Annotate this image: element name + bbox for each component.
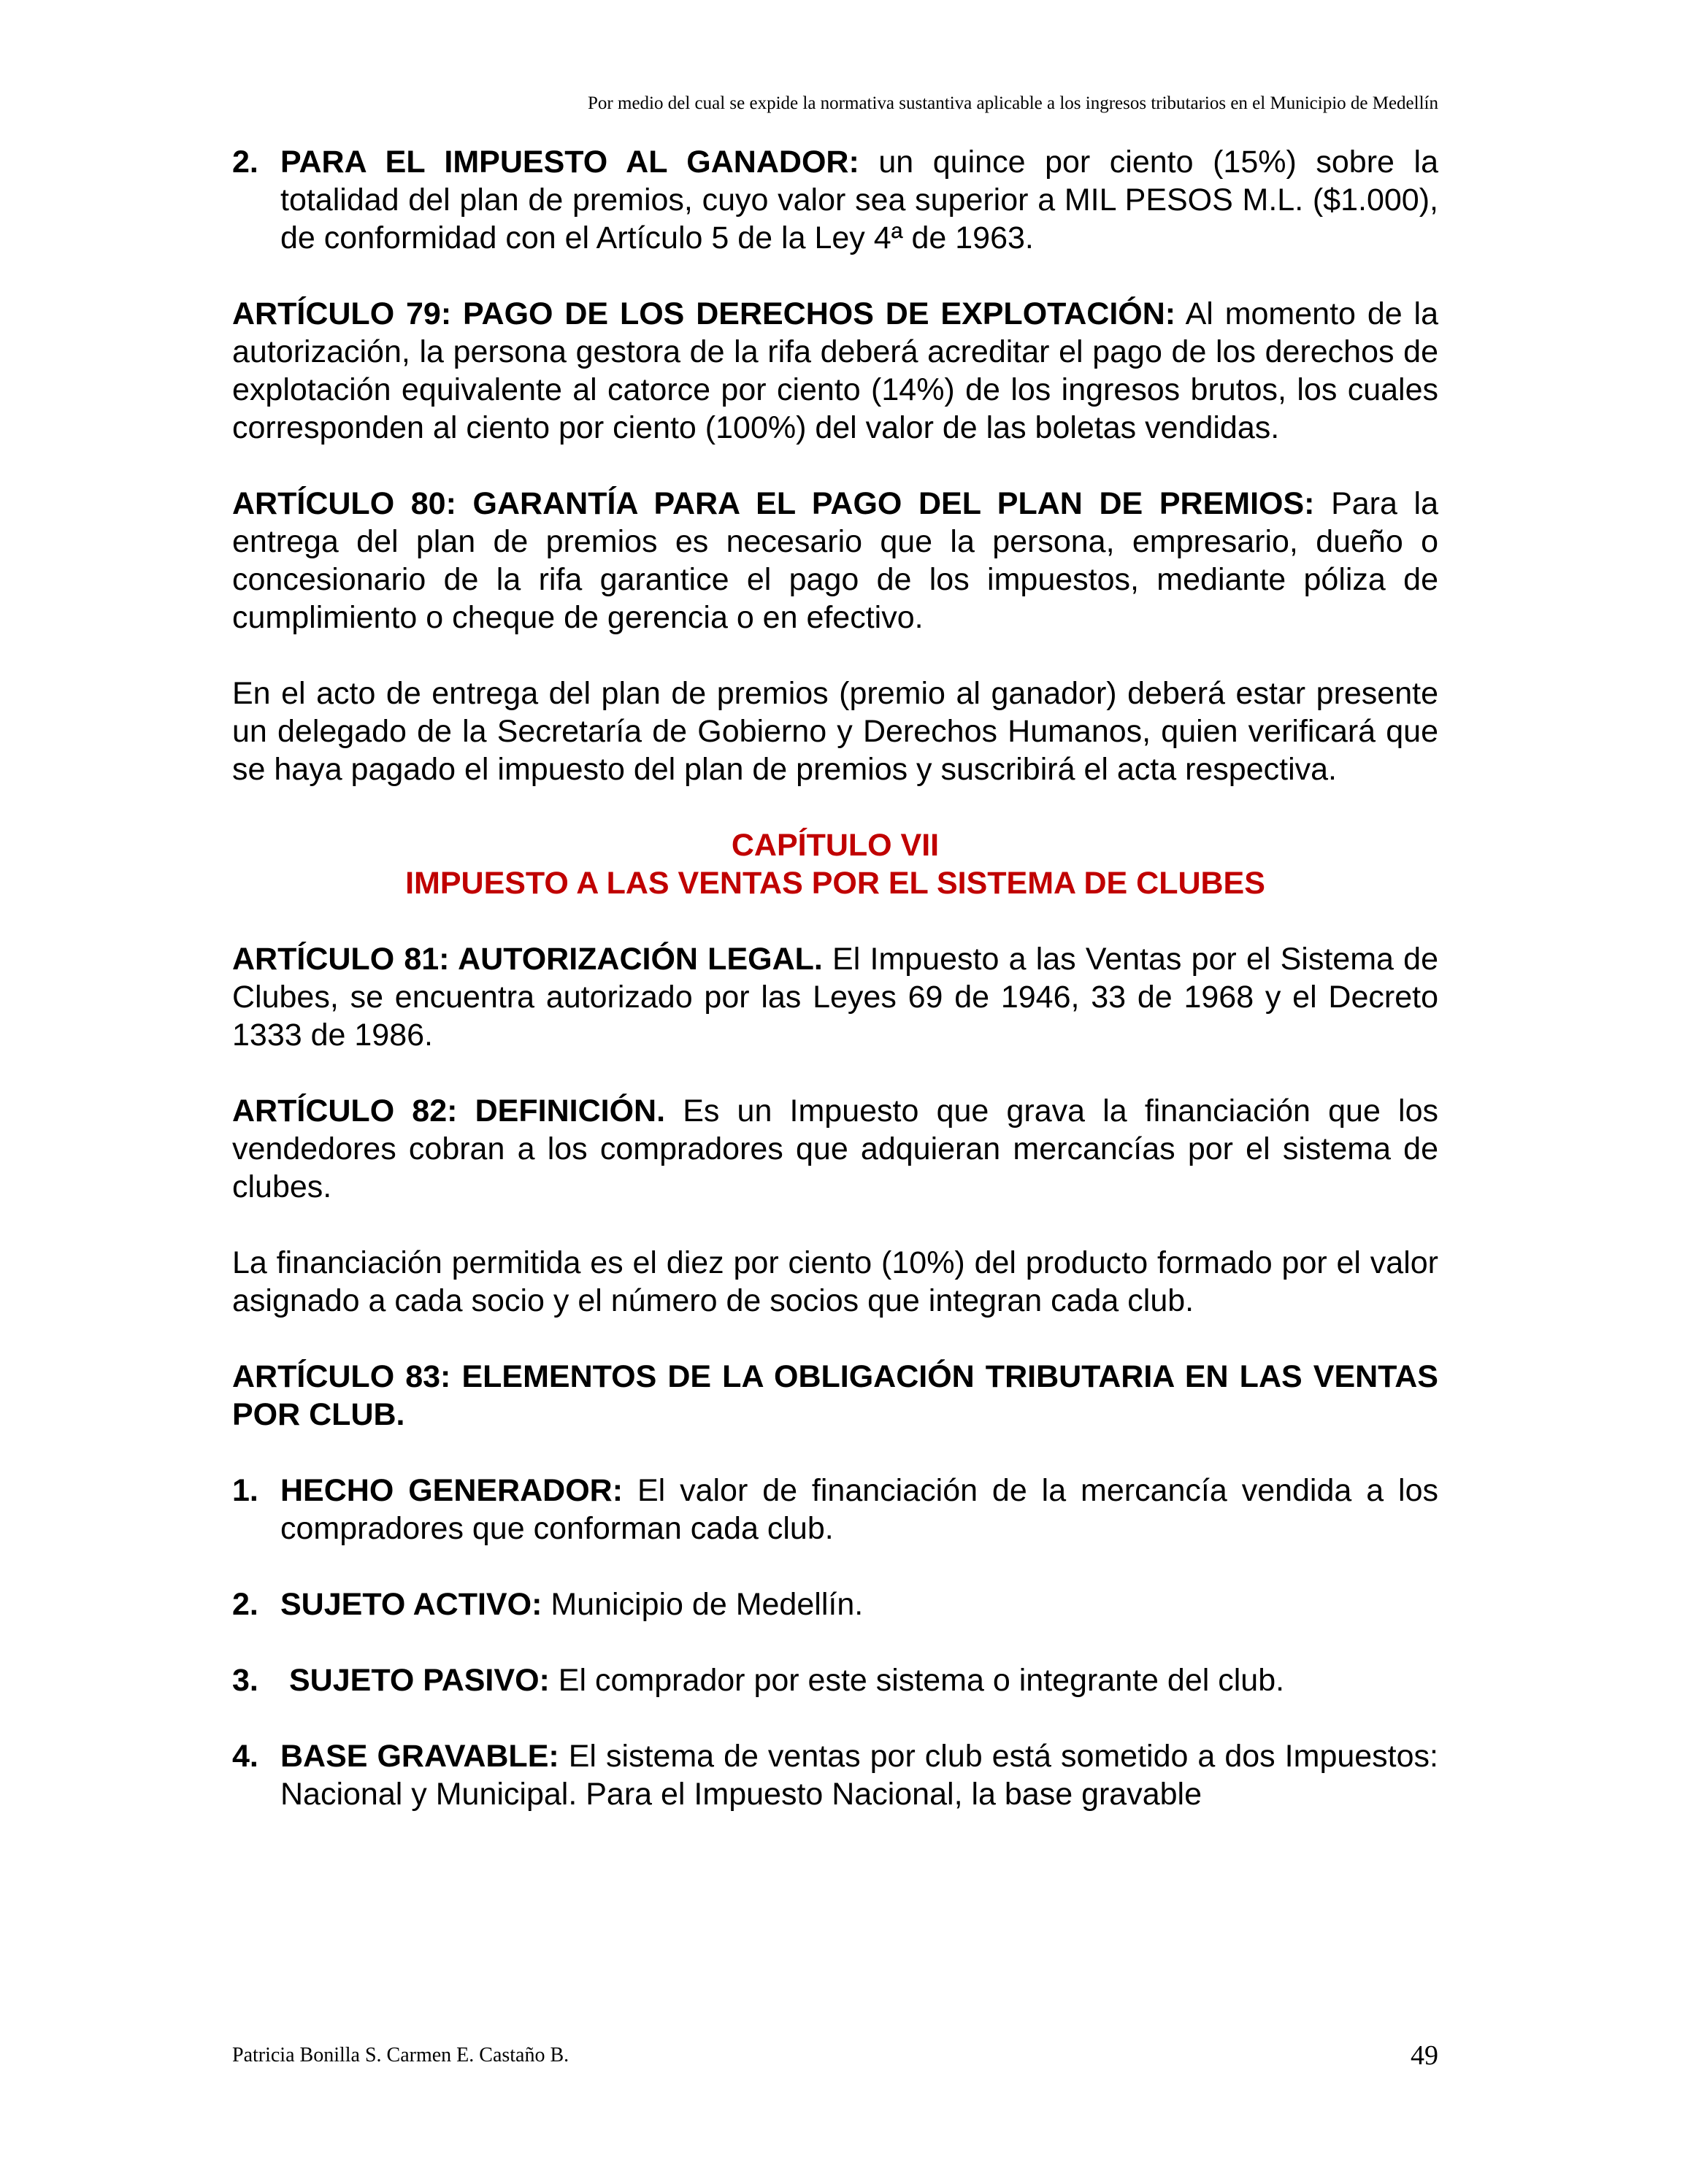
item-text: un quince por ciento (15%) sobre la totalidad del plan de premios, cuyo valor sea superior a MIL PESOS M.L. ($1.000), de conformidad con el Artículo 5 de la Ley 4ª de 1963. [280,145,1439,255]
chapter-heading [232,826,1438,902]
list-number: 4. [232,1739,258,1774]
list-item-sujeto-activo [232,1585,1438,1623]
article-82-text: Es un Impuesto que grava la financiación que los vendedores cobran a los compradores que adquieran mercancías por el sistema de clubes. [232,1093,1439,1204]
item-heading: SUJETO PASIVO: [289,1663,550,1698]
article-83-heading-text: ARTÍCULO 83: ELEMENTOS DE LA OBLIGACIÓN TRIBUTARIA EN LAS VENTAS POR CLUB. [232,1359,1438,1432]
article-81 [232,940,1438,1054]
article-82-heading: ARTÍCULO 82: DEFINICIÓN. [232,1093,666,1128]
page-number: 49 [1411,2040,1438,2071]
article-79 [232,295,1438,447]
item-text: Municipio de Medellín. [542,1587,864,1622]
article-79-text: Al momento de la autorización, la persona gestora de la rifa deberá acreditar el pago de los derechos de explotación equivalente al catorce por ciento (14%) de los ingresos brutos, los cuales corresponden al ciento por ciento (100%) del valor de las boletas vendidas. [232,296,1438,445]
item-heading: HECHO GENERADOR: [280,1473,624,1508]
article-80-paragraph-2: En el acto de entrega del plan de premios (premio al ganador) deberá estar presente un delegado de la Secretaría de Gobierno y Derechos Humanos, quien verificará que se haya pagado el impuesto del plan de premios y suscribirá el acta respectiva. [232,676,1438,787]
list-number: 3. [232,1663,258,1698]
item-heading: SUJETO ACTIVO: [280,1587,542,1622]
article-83-heading [232,1358,1438,1434]
article-81-text: El Impuesto a las Ventas por el Sistema de Clubes, se encuentra autorizado por las Leyes 69 de 1946, 33 de 1968 y el Decreto 1333 de 1986. [232,942,1438,1053]
chapter-number: CAPÍTULO VII [731,828,940,863]
list-item-hecho-generador [232,1472,1438,1547]
list-item-sujeto-pasivo [232,1661,1438,1699]
list-number: 2. [232,1587,258,1622]
article-80-heading: ARTÍCULO 80: GARANTÍA PARA EL PAGO DEL PLAN DE PREMIOS: [232,486,1315,521]
article-79-heading: ARTÍCULO 79: PAGO DE LOS DERECHOS DE EXPLOTACIÓN: [232,296,1176,331]
article-82-paragraph-2: La financiación permitida es el diez por ciento (10%) del producto formado por el valor asignado a cada socio y el número de socios que integran cada club. [232,1245,1438,1318]
list-item-impuesto-ganador [232,143,1438,257]
footer-authors: Patricia Bonilla S. Carmen E. Castaño B. [232,2044,569,2066]
item-text: El comprador por este sistema o integrante del club. [549,1663,1285,1698]
article-82 [232,1092,1438,1206]
item-text: El valor de financiación de la mercancía vendida a los compradores que conforman cada club. [280,1473,1439,1546]
article-80-text: Para la entrega del plan de premios es necesario que la persona, empresario, dueño o concesionario de la rifa garantice el pago de los impuestos, mediante póliza de cumplimiento o cheque de gerencia o en efectivo. [232,486,1438,635]
article-81-heading: ARTÍCULO 81: AUTORIZACIÓN LEGAL. [232,942,823,977]
article-80 [232,485,1438,637]
item-text: El sistema de ventas por club está sometido a dos Impuestos: Nacional y Municipal. Para el Impuesto Nacional, la base gravable [280,1739,1438,1812]
list-number: 2. [232,145,258,180]
chapter-title: IMPUESTO A LAS VENTAS POR EL SISTEMA DE CLUBES [405,866,1265,901]
page-body [232,143,1438,1813]
item-heading: BASE GRAVABLE: [280,1739,559,1774]
item-heading: PARA EL IMPUESTO AL GANADOR: [280,145,859,180]
list-item-base-gravable [232,1737,1438,1813]
running-header: Por medio del cual se expide la normativa sustantiva aplicable a los ingresos tributarios en el Municipio de Medellín [588,93,1438,113]
list-number: 1. [232,1473,258,1508]
